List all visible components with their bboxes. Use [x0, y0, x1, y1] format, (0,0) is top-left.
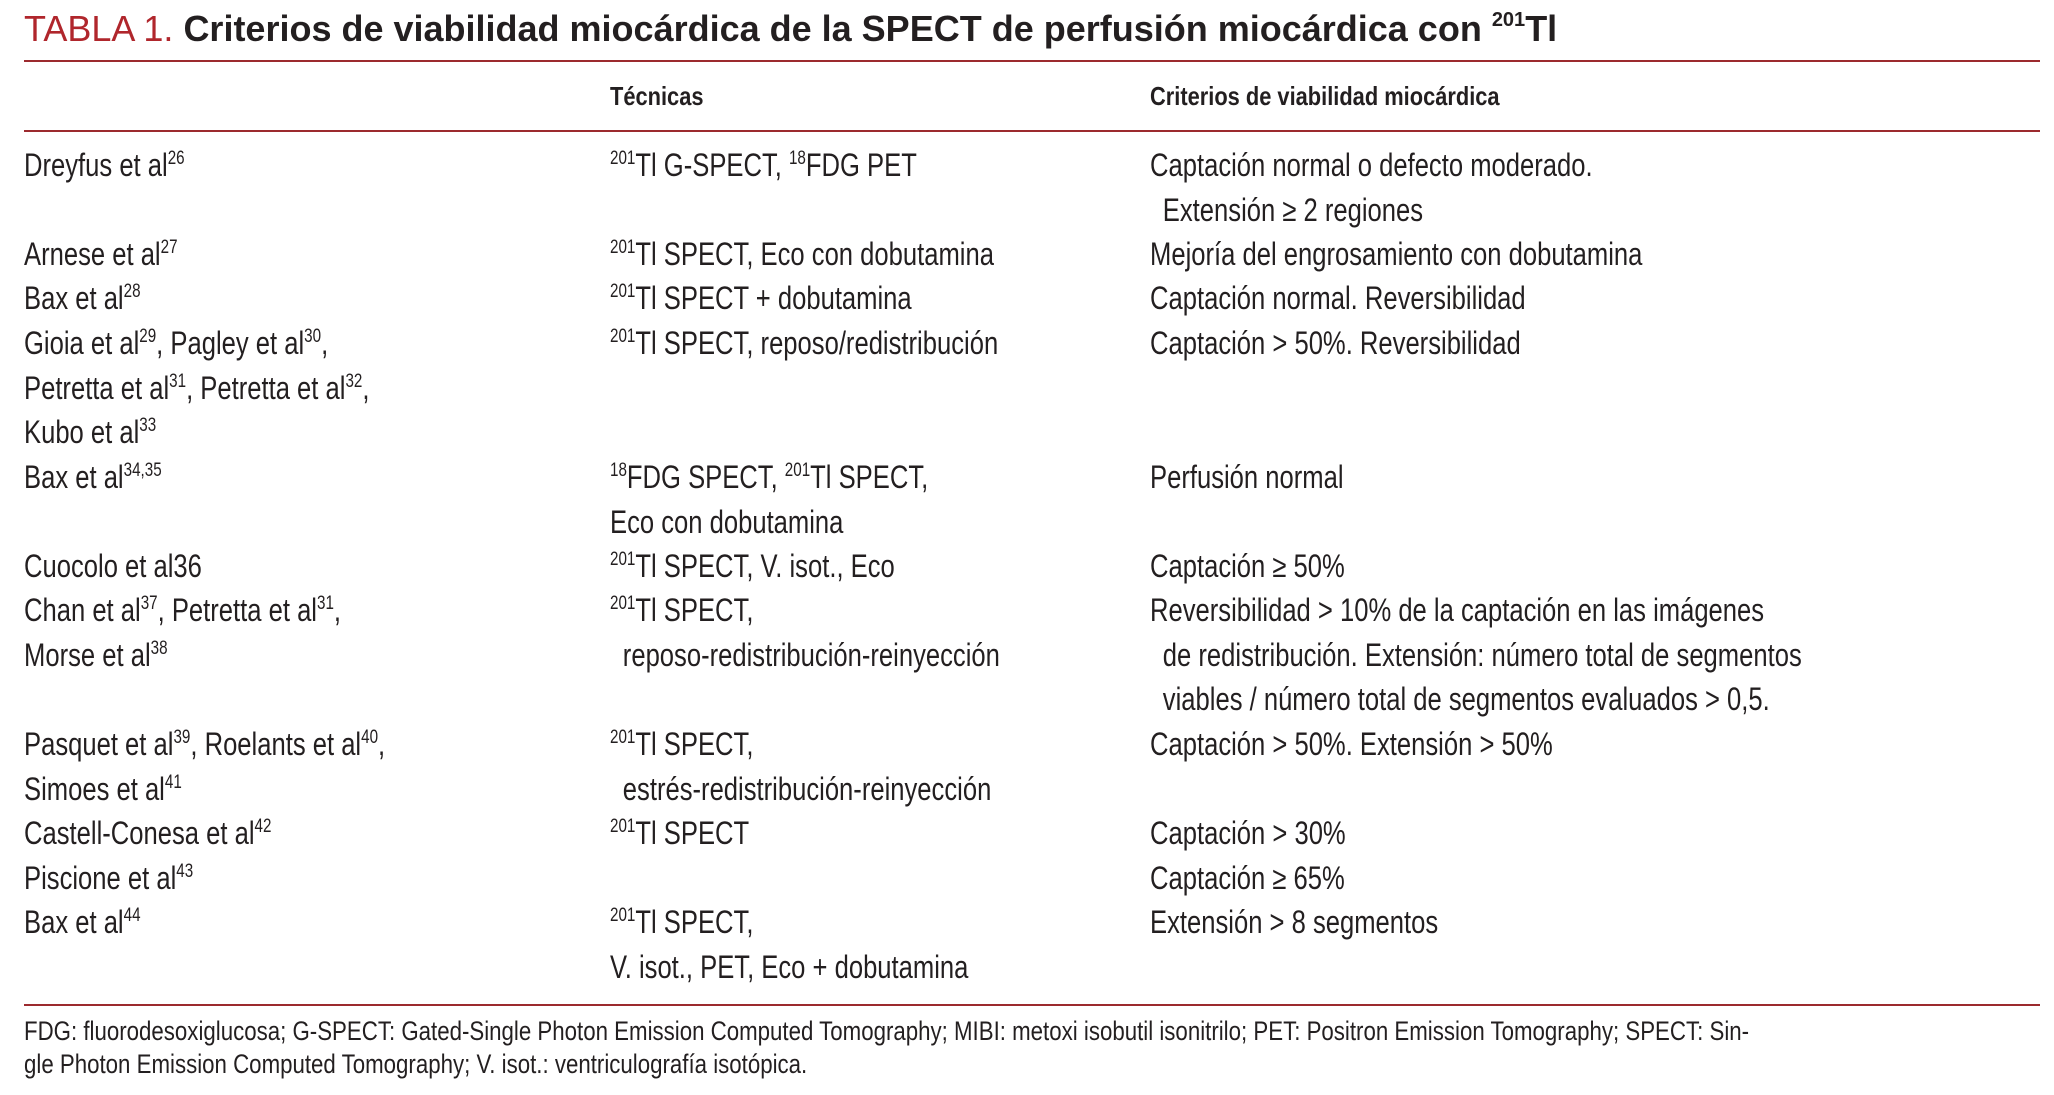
- criteria-cell: [1150, 143, 1593, 232]
- reference-cell: [24, 856, 193, 901]
- technique-text: FDG SPECT,: [626, 459, 785, 495]
- criteria-text: de redistribución. Extensión: número total de segmentos: [1162, 636, 1802, 673]
- criteria-text: Captación > 30%: [1150, 815, 1346, 851]
- criteria-text: Captación normal o defecto moderado.: [1150, 147, 1593, 183]
- criteria-cell: [1150, 856, 1345, 901]
- author-text: Piscione et al: [24, 860, 177, 896]
- author-text: Morse et al: [24, 636, 151, 673]
- isotope-sup: 201: [784, 460, 811, 481]
- technique-text: estrés-redistribución-reinyección: [622, 770, 992, 807]
- isotope-sup: 201: [610, 326, 636, 347]
- criteria-cell: [1150, 276, 1526, 321]
- reference-cell: [24, 900, 141, 945]
- isotope-sup: 201: [610, 905, 636, 926]
- ref-number: 44: [123, 905, 141, 926]
- author-text: Kubo et al: [24, 414, 140, 450]
- technique-cell: [610, 455, 928, 544]
- table-page: [24, 0, 2040, 1095]
- author-text: ,: [378, 726, 386, 762]
- author-text: ,: [362, 369, 370, 406]
- author-text: Dreyfus et al: [24, 147, 168, 183]
- isotope-sup: 201: [610, 816, 636, 837]
- criteria-cell: [1150, 588, 1802, 722]
- isotope-sup: 201: [610, 237, 636, 258]
- technique-cell: [610, 900, 968, 989]
- reference-cell: [24, 232, 178, 277]
- footnote-line: gle Photon Emission Computed Tomography; V. isot.: ventriculografía isotópica.: [24, 1049, 808, 1079]
- technique-cell: [610, 232, 994, 277]
- technique-text: Tl SPECT, reposo/redistribución: [635, 325, 999, 361]
- criteria-cell: [1150, 232, 1642, 277]
- technique-text: Tl SPECT,: [810, 459, 929, 495]
- technique-cell: [610, 321, 998, 366]
- criteria-cell: [1150, 544, 1345, 589]
- isotope-sup: 201: [610, 148, 636, 169]
- technique-text: reposo-redistribución-reinyección: [622, 636, 1000, 673]
- isotope-sup: 201: [610, 281, 636, 302]
- isotope-sup: 18: [788, 148, 806, 169]
- author-text: Gioia et al: [24, 325, 140, 361]
- isotope-sup: 201: [610, 727, 636, 748]
- criteria-text: Captación > 50%. Extensión > 50%: [1150, 726, 1553, 762]
- ref-number: 27: [160, 237, 178, 258]
- reference-cell: [24, 588, 341, 677]
- ref-number: 31: [169, 370, 187, 392]
- author-text: Arnese et al: [24, 236, 161, 272]
- technique-text: Tl SPECT: [635, 815, 750, 851]
- author-text: , Petretta et al: [186, 369, 346, 406]
- author-text: ,: [321, 325, 329, 361]
- criteria-text: Extensión ≥ 2 regiones: [1162, 191, 1424, 228]
- table-title-text: Criterios de viabilidad miocárdica de la SPECT de perfusión miocárdica con: [183, 8, 1492, 49]
- title-isotope-sup: 201: [1491, 9, 1526, 31]
- author-text: Bax et al: [24, 459, 124, 495]
- author-text: Bax et al: [24, 280, 124, 316]
- isotope-sup: 201: [610, 593, 636, 614]
- ref-number: 34,35: [123, 460, 162, 481]
- technique-cell: [610, 544, 895, 589]
- technique-cell: [610, 276, 912, 321]
- criteria-text: viables / número total de segmentos evaluados > 0,5.: [1162, 681, 1770, 717]
- author-text: , Petretta et al: [157, 592, 317, 628]
- criteria-text: Extensión > 8 segmentos: [1150, 904, 1439, 940]
- isotope-sup: 18: [610, 460, 627, 481]
- ref-number: 38: [150, 637, 168, 659]
- technique-text: Tl SPECT,: [635, 592, 754, 628]
- ref-number: 33: [139, 415, 157, 436]
- ref-number: 29: [139, 326, 157, 347]
- criteria-text: Captación > 50%. Reversibilidad: [1150, 325, 1521, 361]
- criteria-cell: [1150, 321, 1521, 366]
- author-text: Bax et al: [24, 904, 124, 940]
- isotope-sup: 201: [610, 549, 636, 570]
- technique-text: Tl SPECT, Eco con dobutamina: [635, 236, 994, 272]
- technique-text: FDG PET: [805, 147, 917, 183]
- criteria-cell: [1150, 722, 1553, 767]
- header-tecnicas: Técnicas: [610, 81, 704, 111]
- title-isotope: Tl: [1525, 8, 1558, 49]
- author-text: Castell-Conesa et al: [24, 815, 255, 851]
- author-text: ,: [333, 592, 342, 628]
- technique-cell: [610, 143, 917, 188]
- footnote-line: FDG: fluorodesoxiglucosa; G-SPECT: Gated-Single Photon Emission Computed Tomography; MIBI: metoxi isobutil isonitrilo; PET: Positron Emission Tomography; SPECT: Sin-: [24, 1016, 1750, 1046]
- ref-number: 40: [361, 727, 379, 748]
- ref-number: 30: [304, 326, 322, 347]
- author-text: Chan et al: [24, 592, 141, 628]
- reference-cell: [24, 544, 202, 589]
- ref-number: 37: [140, 593, 158, 614]
- technique-text: V. isot., PET, Eco + dobutamina: [610, 948, 969, 985]
- bottom-rule: [24, 1004, 2040, 1006]
- author-text: Petretta et al: [24, 369, 170, 406]
- author-text: Simoes et al: [24, 770, 165, 807]
- technique-text: Tl SPECT,: [635, 904, 754, 940]
- header-criterios: Criterios de viabilidad miocárdica: [1150, 81, 1500, 111]
- technique-text: Tl SPECT, V. isot., Eco: [635, 548, 895, 584]
- top-rule: [24, 60, 2040, 62]
- reference-cell: [24, 722, 385, 811]
- ref-number: 32: [345, 370, 363, 392]
- ref-number: 39: [173, 727, 191, 748]
- reference-cell: [24, 455, 162, 500]
- ref-number: 28: [123, 281, 141, 302]
- header-rule: [24, 130, 2040, 132]
- author-text: , Roelants et al: [190, 726, 362, 762]
- technique-text: Tl G-SPECT,: [635, 147, 789, 183]
- criteria-cell: [1150, 900, 1438, 945]
- technique-cell: [610, 722, 991, 811]
- ref-number: 41: [164, 771, 182, 793]
- author-text: , Pagley et al: [156, 325, 305, 361]
- criteria-cell: [1150, 811, 1346, 856]
- ref-number: 26: [167, 148, 185, 169]
- technique-cell: [610, 811, 749, 856]
- ref-number: 31: [316, 593, 334, 614]
- criteria-text: Captación ≥ 50%: [1150, 548, 1345, 584]
- table-label: TABLA 1.: [24, 8, 174, 49]
- criteria-text: Perfusión normal: [1150, 459, 1344, 495]
- author-text: Cuocolo et al36: [24, 548, 202, 584]
- ref-number: 43: [176, 861, 194, 882]
- table-title: [24, 4, 1557, 54]
- technique-cell: [610, 588, 1000, 677]
- criteria-cell: [1150, 455, 1344, 500]
- ref-number: 42: [254, 816, 272, 837]
- criteria-text: Captación ≥ 65%: [1150, 860, 1345, 896]
- reference-cell: [24, 321, 369, 455]
- table-footnote: [24, 1015, 1750, 1081]
- technique-text: Tl SPECT,: [635, 726, 754, 762]
- criteria-text: Captación normal. Reversibilidad: [1150, 280, 1526, 316]
- reference-cell: [24, 811, 271, 856]
- author-text: Pasquet et al: [24, 726, 174, 762]
- reference-cell: [24, 276, 141, 321]
- technique-text: Eco con dobutamina: [610, 503, 844, 540]
- criteria-text: Mejoría del engrosamiento con dobutamina: [1150, 236, 1643, 272]
- reference-cell: [24, 143, 185, 188]
- criteria-text: Reversibilidad > 10% de la captación en las imágenes: [1150, 592, 1765, 628]
- technique-text: Tl SPECT + dobutamina: [635, 280, 912, 316]
